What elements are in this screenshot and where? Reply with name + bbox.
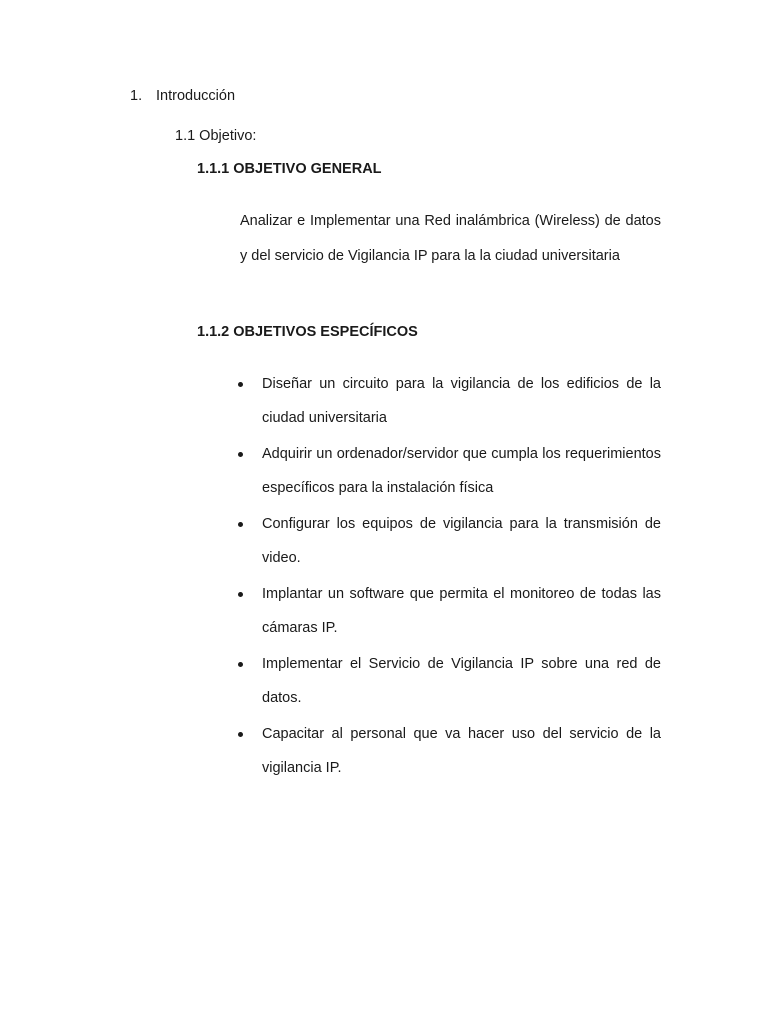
objetivos-especificos-list xyxy=(238,367,661,787)
list-item xyxy=(238,577,661,645)
heading-text: Introducción xyxy=(156,88,236,104)
heading-objetivos-especificos: 1.1.2 OBJETIVOS ESPECÍFICOS xyxy=(197,324,418,340)
list-item-text: Adquirir un ordenador/servidor que cumpla los requerimientos específicos para la instalación física xyxy=(262,446,661,496)
bullet-icon xyxy=(238,382,243,387)
list-item-text: Capacitar al personal que va hacer uso del servicio de la vigilancia IP. xyxy=(262,726,661,776)
bullet-icon xyxy=(238,452,243,457)
heading-objetivo: 1.1 Objetivo: xyxy=(175,128,257,144)
heading-introduccion xyxy=(130,88,235,104)
objetivo-general-paragraph: Analizar e Implementar una Red inalámbrica (Wireless) de datos y del servicio de Vigilancia IP para la la ciudad universitaria xyxy=(240,213,661,264)
list-item-text: Configurar los equipos de vigilancia para la transmisión de video. xyxy=(262,516,661,566)
bullet-icon xyxy=(238,732,243,737)
list-item xyxy=(238,507,661,575)
bullet-icon xyxy=(238,662,243,667)
list-item-text: Implantar un software que permita el monitoreo de todas las cámaras IP. xyxy=(262,586,661,636)
heading-objetivo-general: 1.1.1 OBJETIVO GENERAL xyxy=(197,161,382,177)
bullet-icon xyxy=(238,522,243,527)
list-item xyxy=(238,437,661,505)
list-item xyxy=(238,367,661,435)
list-item-text: Implementar el Servicio de Vigilancia IP sobre una red de datos. xyxy=(262,656,661,706)
list-item-text: Diseñar un circuito para la vigilancia de los edificios de la ciudad universitaria xyxy=(262,376,661,426)
bullet-icon xyxy=(238,592,243,597)
heading-number: 1. xyxy=(130,88,143,104)
list-item xyxy=(238,647,661,715)
list-item xyxy=(238,717,661,785)
